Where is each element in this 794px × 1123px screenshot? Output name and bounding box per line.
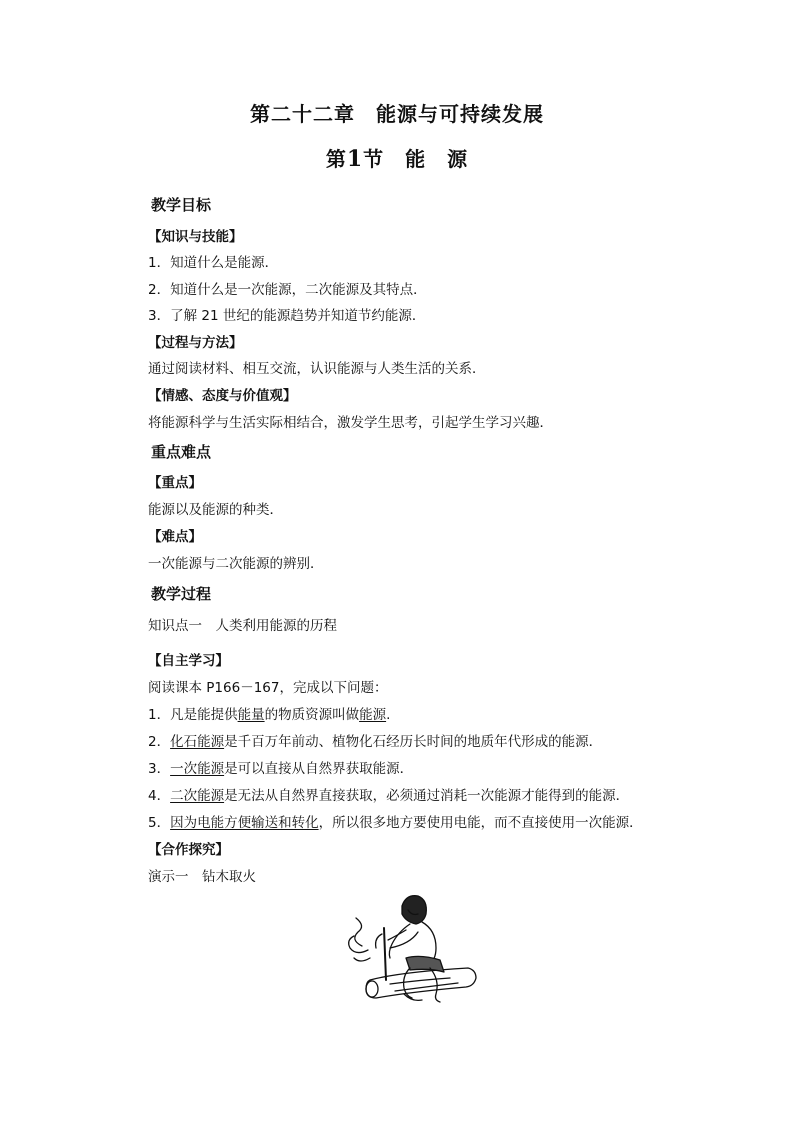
difficult-text: 一次能源与二次能源的辨别． — [148, 556, 324, 572]
key-points-heading: 重点难点 — [151, 443, 212, 461]
section-prefix: 第 — [325, 147, 347, 171]
section-number: 1 — [346, 146, 364, 172]
process-method-label: 【过程与方法】 — [148, 335, 243, 351]
goals-heading: 教学目标 — [151, 196, 212, 214]
key-label: 【重点】 — [148, 475, 202, 491]
knowledge-point-title: 知识点一 人类利用能源的历程 — [148, 618, 337, 634]
cooperation-label: 【合作探究】 — [148, 842, 229, 858]
knowledge-item-3: 3．了解 21 世纪的能源趋势并知道节约能源． — [148, 308, 426, 324]
fire-drilling-illustration — [340, 888, 480, 1008]
self-study-intro: 阅读课本 P166－167，完成以下问题： — [148, 680, 388, 696]
self-study-item-3: 3．一次能源是可以直接从自然界获取能源． — [148, 761, 414, 777]
emotion-label: 【情感、态度与价值观】 — [148, 388, 297, 404]
section-suffix: 节 能 源 — [363, 147, 469, 171]
section-title — [0, 143, 794, 172]
process-heading: 教学过程 — [151, 585, 212, 603]
knowledge-item-1: 1．知道什么是能源． — [148, 255, 279, 271]
self-study-item-1: 1．凡是能提供能量的物质资源叫做能源. — [148, 707, 391, 723]
knowledge-item-2: 2．知道什么是一次能源，二次能源及其特点． — [148, 282, 427, 298]
demo-title: 演示一 钻木取火 — [148, 869, 256, 885]
chapter-title: 第二十二章 能源与可持续发展 — [250, 102, 544, 126]
difficult-label: 【难点】 — [148, 529, 202, 545]
knowledge-label: 【知识与技能】 — [148, 229, 243, 245]
key-text: 能源以及能源的种类． — [148, 502, 283, 518]
emotion-text: 将能源科学与生活实际相结合，激发学生思考，引起学生学习兴趣． — [148, 415, 553, 431]
self-study-label: 【自主学习】 — [148, 653, 229, 669]
self-study-item-5: 5．因为电能方便输送和转化，所以很多地方要使用电能，而不直接使用一次能源． — [148, 815, 643, 831]
process-method-text: 通过阅读材料、相互交流，认识能源与人类生活的关系． — [148, 361, 486, 377]
self-study-item-2: 2．化石能源是千百万年前动、植物化石经历长时间的地质年代形成的能源． — [148, 734, 603, 750]
self-study-item-4: 4．二次能源是无法从自然界直接获取，必须通过消耗一次能源才能得到的能源． — [148, 788, 630, 804]
